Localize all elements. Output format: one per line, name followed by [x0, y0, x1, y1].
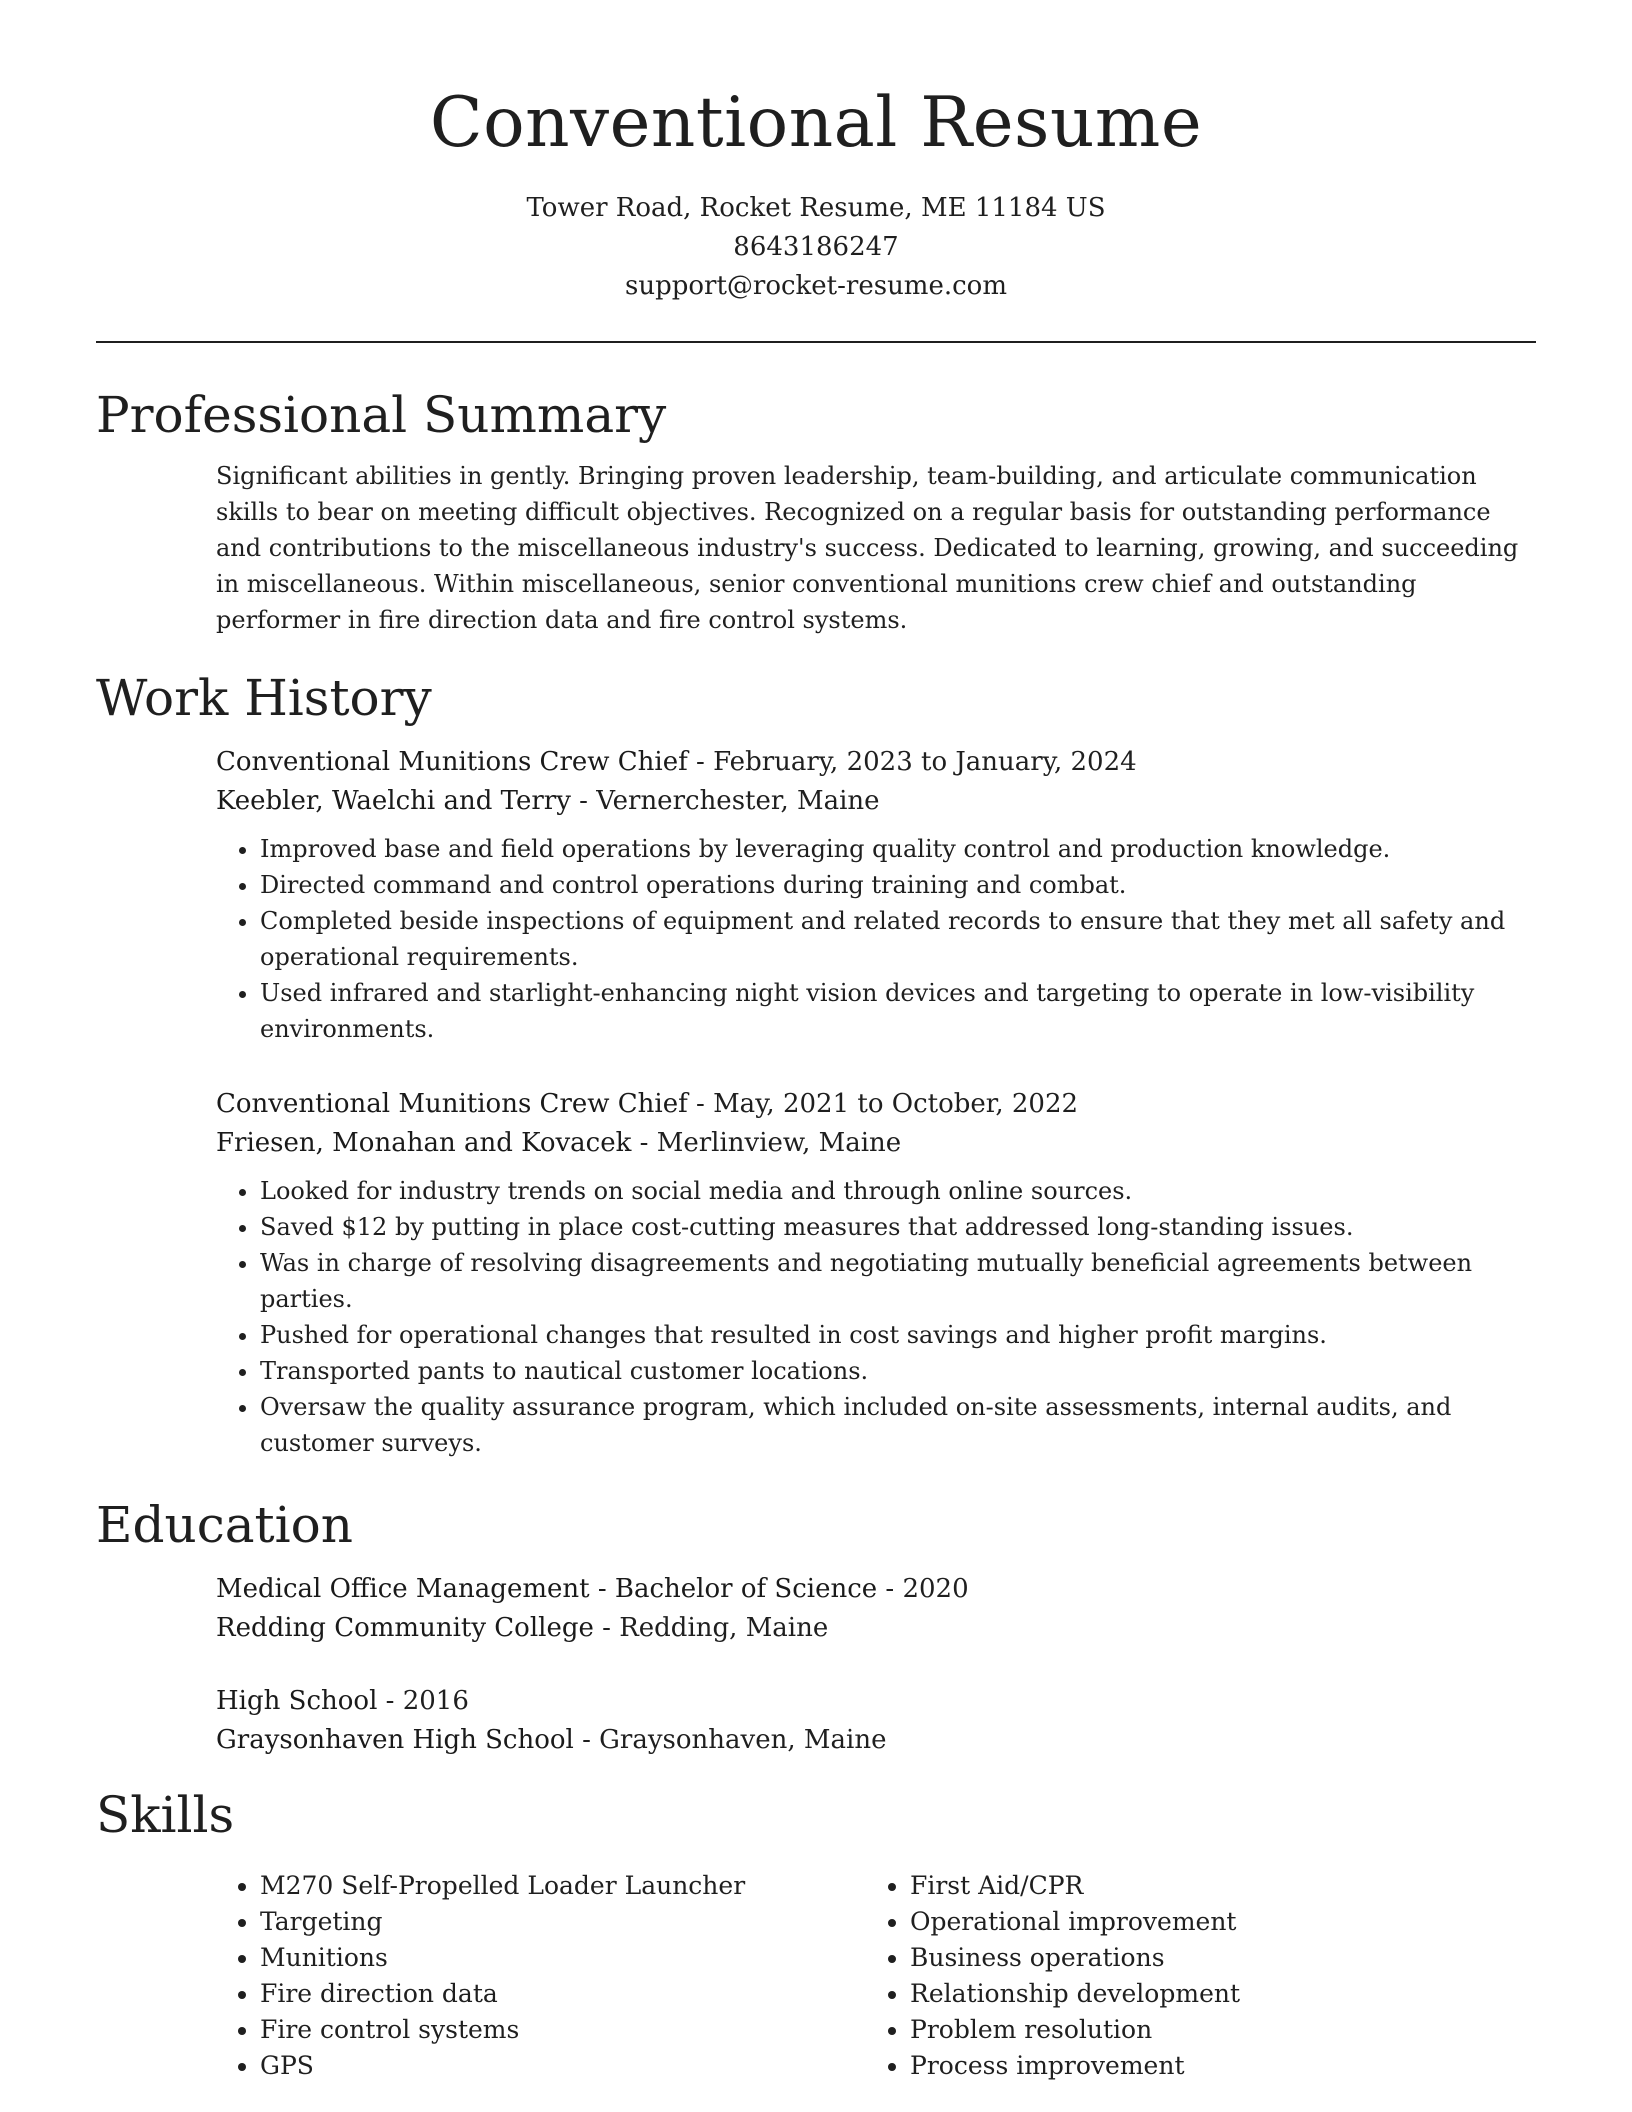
education-location: - Redding, Maine [593, 1613, 829, 1643]
education-school: Redding Community College [216, 1613, 594, 1643]
job-dates: - May, 2021 to October, 2022 [687, 1089, 1079, 1119]
header-divider [96, 341, 1536, 343]
job-title-line [216, 743, 1538, 782]
education-degree: Medical Office Management - Bachelor of Science [216, 1574, 878, 1604]
list-item: • M270 Self-Propelled Loader Launcher [260, 1868, 866, 1904]
skills-list [216, 1868, 1538, 2084]
list-item: • Used infrared and starlight-enhancing night vision devices and targeting to operate in low-visibility environments. [260, 975, 1538, 1047]
list-item: • Targeting [260, 1904, 866, 1940]
address: Tower Road, Rocket Resume, ME 11184 US [526, 193, 1106, 224]
list-item: • First Aid/CPR [910, 1868, 1516, 1904]
job-employer: Keebler, Waelchi and Terry [216, 786, 571, 816]
list-item: • GPS [260, 2048, 866, 2084]
education-degree-line [216, 1682, 1538, 1721]
summary-block [216, 458, 1538, 638]
candidate-name: Conventional Resume [429, 83, 1203, 163]
job-title: Conventional Munitions Crew Chief [216, 1089, 688, 1119]
job-dates: - February, 2023 to January, 2024 [687, 747, 1137, 777]
education-degree: High School [216, 1686, 378, 1716]
job-entry [216, 743, 1538, 1047]
list-item: • Saved $12 by putting in place cost-cutting measures that addressed long-standing issues. [260, 1209, 1538, 1245]
job-bullets [216, 831, 1538, 1047]
job-employer-line [216, 1124, 1538, 1163]
job-bullets [216, 1173, 1538, 1461]
email: support@rocket-resume.com [624, 271, 1007, 302]
resume-header [0, 0, 1632, 306]
education-year: - 2016 [377, 1686, 469, 1716]
job-employer-line [216, 782, 1538, 821]
list-item: • Completed beside inspections of equipment and related records to ensure that they met all safety and operational requirements. [260, 903, 1538, 975]
section-title-summary: Professional Summary [96, 386, 667, 444]
summary-text: Significant abilities in gently. Bringing proven leadership, team-building, and articulate communication skills to bear on meeting difficult objectives. Recognized on a regular basis for outstanding performance and contributions to the miscellaneous industry's success. Dedicated to learning, growing, and succeeding in miscellaneous. Within miscellaneous, senior conventional munitions crew chief and outstanding performer in fire direction data and fire control systems. [216, 462, 1519, 634]
list-item: • Transported pants to nautical customer locations. [260, 1353, 1538, 1389]
section-title-education: Education [96, 1496, 353, 1554]
list-item: • Directed command and control operations during training and combat. [260, 867, 1538, 903]
education-degree-line [216, 1570, 1538, 1609]
job-entry [216, 1085, 1538, 1461]
list-item: • Pushed for operational changes that resulted in cost savings and higher profit margins. [260, 1317, 1538, 1353]
education-entry [216, 1682, 1538, 1760]
list-item: • Process improvement [910, 2048, 1516, 2084]
skills-column-left [216, 1868, 866, 2084]
section-title-skills: Skills [96, 1786, 235, 1844]
job-employer: Friesen, Monahan and Kovacek [216, 1128, 632, 1158]
list-item: • Operational improvement [910, 1904, 1516, 1940]
job-title: Conventional Munitions Crew Chief [216, 747, 688, 777]
skills-column-right [866, 1868, 1516, 2084]
section-title-work: Work History [96, 669, 432, 727]
job-location: - Merlinview, Maine [631, 1128, 902, 1158]
job-title-line [216, 1085, 1538, 1124]
list-item: • Was in charge of resolving disagreements and negotiating mutually beneficial agreements between parties. [260, 1245, 1538, 1317]
education-year: - 2020 [877, 1574, 969, 1604]
list-item: • Business operations [910, 1940, 1516, 1976]
list-item: • Looked for industry trends on social media and through online sources. [260, 1173, 1538, 1209]
contact-info [0, 189, 1632, 306]
education-school: Graysonhaven High School [216, 1725, 574, 1755]
list-item: • Problem resolution [910, 2012, 1516, 2048]
list-item: • Improved base and field operations by leveraging quality control and production knowledge. [260, 831, 1538, 867]
job-location: - Vernerchester, Maine [570, 786, 880, 816]
phone: 8643186247 [733, 232, 899, 263]
education-school-line [216, 1721, 1538, 1760]
list-item: • Oversaw the quality assurance program, which included on-site assessments, internal audits, and customer surveys. [260, 1389, 1538, 1461]
list-item: • Relationship development [910, 1976, 1516, 2012]
list-item: • Munitions [260, 1940, 866, 1976]
list-item: • Fire direction data [260, 1976, 866, 2012]
list-item: • Fire control systems [260, 2012, 866, 2048]
education-entry [216, 1570, 1538, 1648]
education-location: - Graysonhaven, Maine [573, 1725, 887, 1755]
education-school-line [216, 1609, 1538, 1648]
